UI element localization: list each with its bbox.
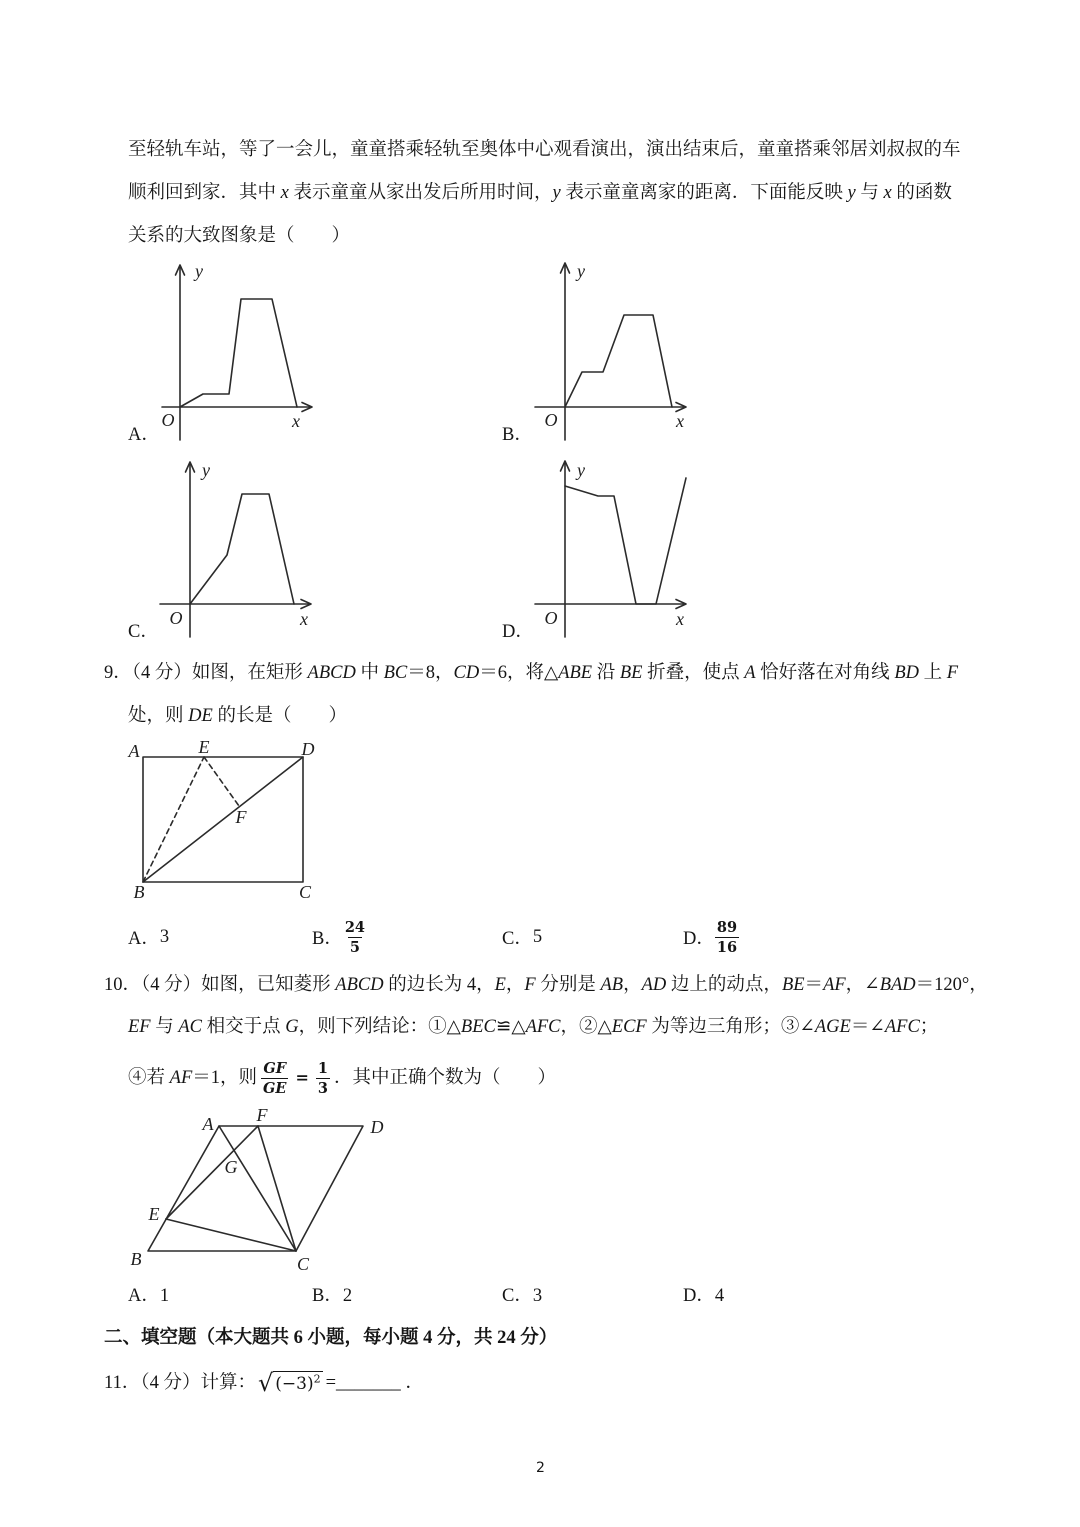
text-run: 折叠，使点	[642, 663, 745, 683]
q10-line-1	[104, 973, 988, 997]
q10-option-b	[312, 1284, 352, 1308]
q10-option-a	[128, 1284, 169, 1308]
text-run: ，	[623, 975, 642, 995]
rhombus-abcd	[148, 1126, 363, 1251]
origin-label: O	[544, 608, 558, 628]
option-fraction	[343, 918, 367, 957]
option-letter: B．	[312, 929, 343, 949]
fraction-numerator: GF	[263, 1059, 287, 1077]
text-run: 为等边三角形；③∠	[646, 1017, 815, 1037]
q10-rhombus-figure	[131, 1105, 384, 1274]
q10-option-c	[502, 1284, 542, 1308]
math-variable: F	[946, 663, 959, 683]
math-variable: AC	[178, 1017, 203, 1037]
diagonal-ac	[219, 1126, 296, 1251]
math-variable: F	[524, 975, 536, 995]
point-label-a: A	[202, 1114, 214, 1134]
q11-prefix: 11．（4 分）计算：	[104, 1373, 256, 1393]
text-run: ≌△	[495, 1017, 526, 1037]
q8-line-3	[128, 224, 350, 248]
segment-fc	[258, 1126, 296, 1251]
text-run: ＝120°，	[915, 975, 988, 995]
text-run: 与	[150, 1017, 179, 1037]
x-axis-label: x	[300, 609, 308, 629]
text-run: ＝8，	[407, 663, 454, 683]
math-variable: BEC	[460, 1017, 496, 1037]
text-run: 表示童童离家的距离．下面能反映	[560, 183, 848, 203]
square-root	[258, 1369, 323, 1397]
point-label-g: G	[224, 1157, 238, 1177]
segment-ef	[204, 757, 239, 806]
q8-line-2	[128, 181, 952, 205]
math-variable: AB	[600, 975, 624, 995]
text-run: ，∠	[845, 975, 880, 995]
math-variable: AFC	[884, 1017, 920, 1037]
math-variable: G	[285, 1017, 299, 1037]
option-letter: A．	[128, 929, 160, 949]
x-axis-label: x	[676, 411, 684, 431]
q9-option-a	[128, 914, 169, 960]
page-number: 2	[536, 1460, 545, 1476]
q10-line-3	[128, 1055, 556, 1101]
q10-line-2	[128, 1015, 938, 1039]
point-label-c: C	[298, 882, 312, 902]
text-run: 边上的动点，	[666, 975, 782, 995]
diagonal-bd	[143, 757, 303, 882]
point-label-e: E	[198, 737, 210, 757]
math-variable: y	[552, 183, 561, 203]
graph-d	[535, 460, 686, 637]
q10-line-3-text	[128, 1066, 257, 1090]
fraction-numerator: 1	[317, 1059, 328, 1077]
point-label-f: F	[235, 807, 247, 827]
fraction-gf-over-ge	[261, 1059, 288, 1098]
radicand	[273, 1371, 322, 1396]
segment-ec	[166, 1219, 296, 1251]
answer-blank: _______	[336, 1373, 401, 1393]
point-label-c: C	[296, 1254, 310, 1274]
y-axis-label: y	[195, 261, 203, 281]
fraction-one-third	[316, 1059, 330, 1098]
point-label-b: B	[133, 882, 145, 902]
point-label-e: E	[148, 1204, 160, 1224]
math-variable: AD	[641, 975, 667, 995]
text-run: ；	[919, 1017, 939, 1037]
fraction-denominator: 5	[349, 938, 360, 956]
q11-suffix: ．	[400, 1373, 424, 1393]
text-run: 9．（4 分）如图，在矩形	[104, 663, 308, 683]
math-variable: ECF	[611, 1017, 647, 1037]
text-run: ，②△	[560, 1017, 612, 1037]
text-run: 相交于点	[202, 1017, 286, 1037]
option-fraction	[715, 918, 739, 957]
text-run: ＝6，将△	[479, 663, 559, 683]
fold-line-be	[143, 757, 204, 882]
point-label-d: D	[370, 1117, 384, 1137]
option-value: 1	[159, 1286, 170, 1306]
point-label-d: D	[301, 739, 315, 759]
point-label-a: A	[128, 741, 140, 761]
math-variable: BE	[781, 975, 805, 995]
fraction-numerator: 24	[344, 918, 366, 936]
radicand-base: (−3)	[275, 1374, 314, 1394]
equals-sign: =	[325, 1373, 337, 1393]
radical-sign: √	[257, 1369, 274, 1397]
q11	[104, 1366, 424, 1400]
text-run: 上	[918, 663, 947, 683]
graph-b	[535, 261, 686, 440]
segment-ef	[166, 1126, 258, 1219]
option-letter: B．	[312, 1286, 343, 1306]
q9-line-2	[128, 704, 347, 728]
math-variable: x	[883, 183, 892, 203]
text-run: 中	[355, 663, 384, 683]
y-axis-label: y	[202, 460, 210, 480]
fraction-denominator: 16	[716, 938, 738, 956]
graph-c	[160, 460, 311, 637]
math-variable: x	[280, 183, 289, 203]
text-run: ，	[505, 975, 525, 995]
graph-option-b-label: B．	[502, 425, 533, 445]
option-letter: D．	[683, 929, 715, 949]
q8-line-1	[128, 138, 961, 162]
equals-sign: =	[295, 1068, 309, 1087]
math-variable: ABE	[558, 663, 593, 683]
math-variable: y	[847, 183, 856, 203]
q10-option-d	[683, 1284, 724, 1308]
text-run: 顺利回到家．其中	[128, 183, 281, 203]
text-run: 10．（4 分）如图，已知菱形	[104, 975, 336, 995]
option-value: 3	[159, 926, 170, 947]
text-run: 的长是（ ）	[212, 706, 347, 726]
option-value: 4	[714, 1286, 725, 1306]
math-variable: BD	[894, 663, 919, 683]
radicand-exponent: 2	[313, 1372, 321, 1386]
q10-line-3-tail: ．其中正确个数为（ ）	[333, 1068, 556, 1088]
text-run: 关系的大致图象是（ ）	[128, 226, 351, 246]
x-axis-label: x	[292, 411, 300, 431]
math-variable: AF	[823, 975, 846, 995]
x-axis-label: x	[676, 609, 684, 629]
math-variable: DE	[188, 706, 213, 726]
origin-label: O	[544, 410, 558, 430]
text-run: 至轻轨车站，等了一会儿，童童搭乘轻轨至奥体中心观看演出，演出结束后，童童搭乘邻居刘叔叔的车	[128, 140, 961, 160]
origin-label: O	[169, 608, 183, 628]
y-axis-label: y	[577, 460, 585, 480]
graph-option-c-label: C．	[128, 622, 159, 642]
math-variable: EF	[128, 1017, 151, 1037]
q9-option-c	[502, 914, 542, 960]
text-run: ，则下列结论：①△	[298, 1017, 461, 1037]
y-axis-label: y	[577, 261, 585, 281]
math-variable: AF	[169, 1068, 193, 1088]
text-run: 分别是	[535, 975, 601, 995]
math-variable: E	[494, 975, 506, 995]
text-run: 表示童童从家出发后所用时间，	[288, 183, 553, 203]
fraction-denominator: 3	[317, 1079, 328, 1097]
text-run: 恰好落在对角线	[755, 663, 895, 683]
q9-line-1	[104, 661, 958, 685]
text-run: 的函数	[891, 183, 952, 203]
function-curve	[565, 478, 686, 604]
fraction-numerator: 89	[716, 918, 738, 936]
math-variable: CD	[453, 663, 480, 683]
graph-option-a-label: A．	[128, 425, 160, 445]
option-letter: D．	[683, 1286, 715, 1306]
option-value: 5	[532, 926, 543, 947]
text-run: 的边长为 4，	[383, 975, 495, 995]
graph-a	[162, 261, 313, 440]
fraction-denominator: GE	[263, 1079, 287, 1097]
section-heading-fill-in: 二、填空题（本大题共 6 小题，每小题 4 分，共 24 分）	[104, 1328, 558, 1348]
graph-option-d-label: D．	[502, 622, 534, 642]
math-variable: AGE	[814, 1017, 851, 1037]
function-curve	[565, 315, 672, 407]
math-variable: ABCD	[335, 975, 384, 995]
text-run: ＝1，则	[192, 1068, 258, 1088]
option-value: 3	[532, 1286, 543, 1306]
text-run: 处，则	[128, 706, 189, 726]
origin-label: O	[161, 410, 175, 430]
math-variable: BE	[619, 663, 643, 683]
option-letter: C．	[502, 929, 533, 949]
math-variable: A	[744, 663, 756, 683]
math-variable: BAD	[879, 975, 916, 995]
math-variable: BC	[383, 663, 408, 683]
function-curve	[180, 299, 297, 407]
function-curve	[190, 494, 294, 604]
q9-option-d	[683, 914, 743, 960]
point-label-f: F	[256, 1105, 268, 1125]
text-run: ④若	[128, 1068, 170, 1088]
point-label-b: B	[130, 1249, 142, 1269]
text-run: 沿	[592, 663, 620, 683]
option-value: 2	[342, 1286, 353, 1306]
q9-option-b	[312, 914, 371, 960]
math-variable: AFC	[525, 1017, 561, 1037]
q9-rectangle-figure	[128, 737, 315, 902]
math-variable: ABCD	[307, 663, 356, 683]
text-run: ＝	[804, 975, 824, 995]
text-run: 与	[855, 183, 884, 203]
option-letter: A．	[128, 1286, 160, 1306]
text-run: ＝∠	[850, 1017, 885, 1037]
option-letter: C．	[502, 1286, 533, 1306]
